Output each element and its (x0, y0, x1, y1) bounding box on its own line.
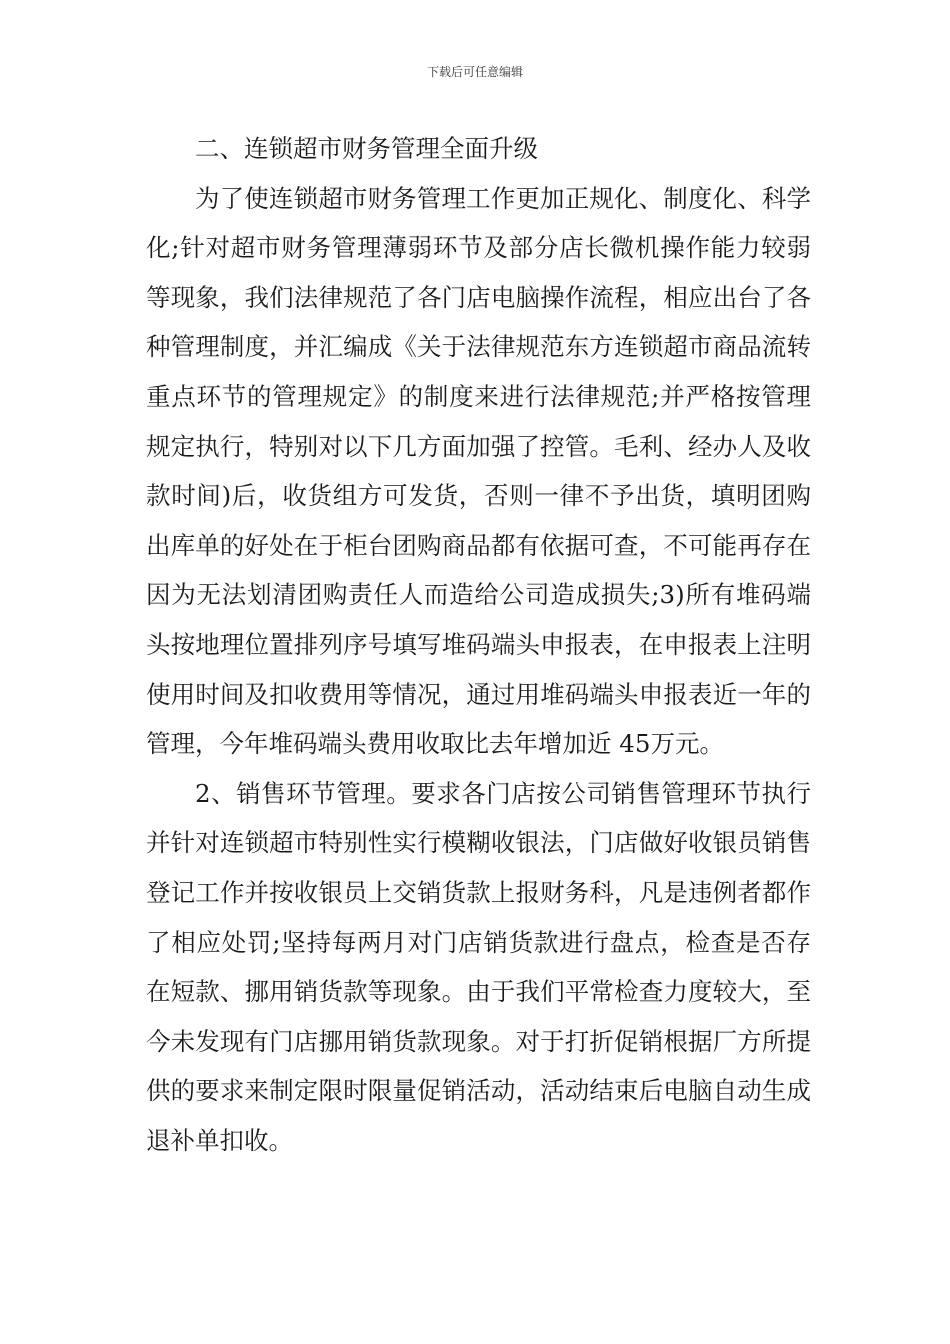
page-header: 下载后可任意编辑 (426, 65, 523, 79)
document-body (146, 124, 811, 1165)
paragraph-financial-control: 为了使连锁超市财务管理工作更加正规化、制度化、科学化;针对超市财务管理薄弱环节及部分店长微机操作能力较弱等现象，我们法律规范了各门店电脑操作流程，相应出台了各种管理制度，并汇编成《关于法律规范东方连锁超市商品流转重点环节的管理规定》的制度来进行法律规范;并严格按管理规定执行，特别对以下几方面加强了控管。毛利、经办人及收款时间)后，收货组方可发货，否则一律不予出货，填明团购出库单的好处在于柜台团购商品都有依据可查，不可能再存在因为无法划清团购责任人而造给公司造成损失;3)所有堆码端头按地理位置排列序号填写堆码端头申报表，在申报表上注明使用时间及扣收费用等情况，通过用堆码端头申报表近一年的管理，今年堆码端头费用收取比去年增加近 45万元。 (146, 183, 811, 759)
section-heading: 二、连锁超市财务管理全面升级 (195, 134, 538, 163)
paragraph-sales-management: 2、销售环节管理。要求各门店按公司销售管理环节执行并针对连锁超市特别性实行模糊收银法，门店做好收银员销售登记工作并按收银员上交销货款上报财务科，凡是违例者都作了相应处罚;坚持每两月对门店销货款进行盘点，检查是否存在短款、挪用销货款等现象。由于我们平常检查力度较大，至今未发现有门店挪用销货款现象。对于打折促销根据厂方所提供的要求来制定限时限量促销活动，活动结束后电脑自动生成退补单扣收。 (146, 778, 811, 1155)
